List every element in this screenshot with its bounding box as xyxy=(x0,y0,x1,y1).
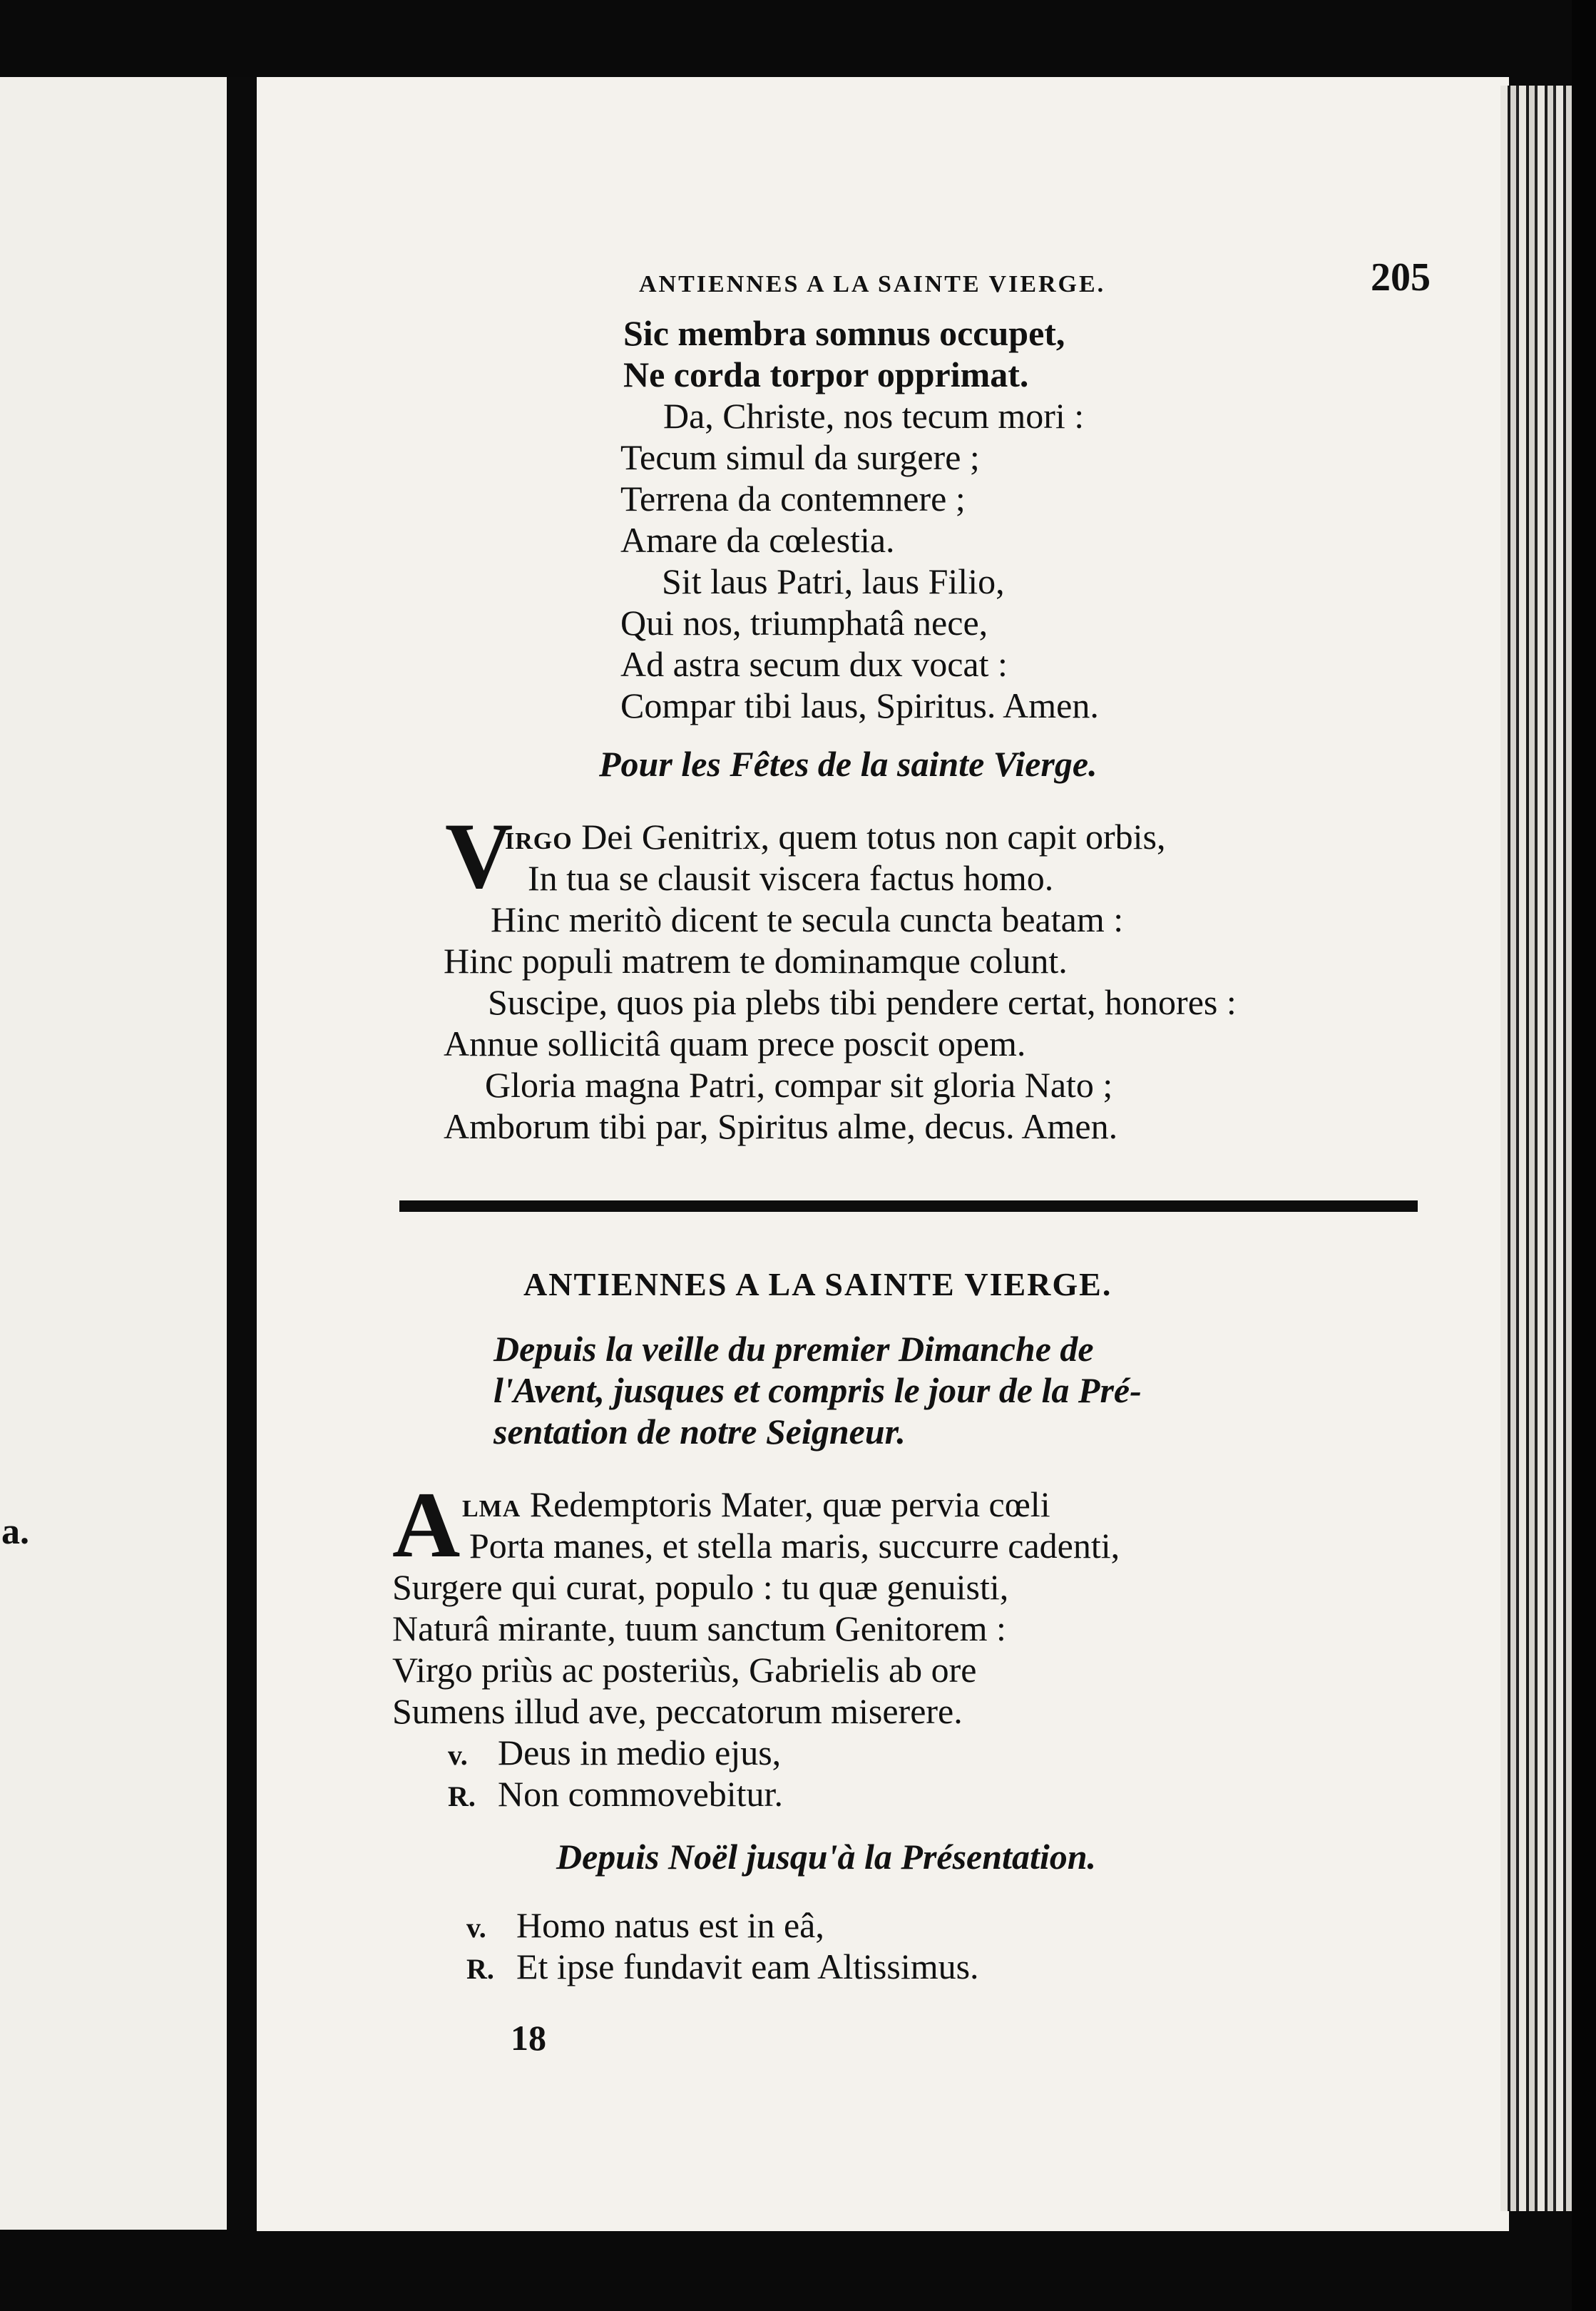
verse-line: Hinc populi matrem te dominamque colunt. xyxy=(444,941,1068,981)
hymn-line: Amare da cœlestia. xyxy=(620,520,895,560)
page-edges xyxy=(1500,86,1572,2211)
verse-line: Surgere qui curat, populo : tu quæ genuisti, xyxy=(392,1567,1009,1607)
verse-line: Dei Genitrix, quem totus non capit orbis, xyxy=(581,817,1166,857)
hymn-line: Tecum simul da surgere ; xyxy=(620,437,980,477)
facing-page-edge xyxy=(0,77,227,2230)
hymn-line: Sit laus Patri, laus Filio, xyxy=(662,561,1005,601)
versicle-text: Deus in medio ejus, xyxy=(498,1733,782,1772)
verse-line: Porta manes, et stella maris, succurre cadenti, xyxy=(469,1526,1120,1566)
page-number: 205 xyxy=(1371,255,1431,300)
hymn-line: Terrena da contemnere ; xyxy=(620,479,966,519)
versicle-mark: v. xyxy=(448,1739,468,1771)
verse-line: Virgo priùs ac posteriùs, Gabrielis ab ore xyxy=(392,1650,977,1690)
drop-cap: V xyxy=(445,803,513,908)
noel-rubric: Depuis Noël jusqu'à la Présentation. xyxy=(556,1837,1097,1877)
facing-page-fragment: a. xyxy=(1,1511,29,1552)
rubric-line: sentation de notre Seigneur. xyxy=(493,1412,906,1452)
hymn-line: Sic membra somnus occupet, xyxy=(623,313,1065,353)
verse-line: Gloria magna Patri, compar sit gloria Nato ; xyxy=(485,1065,1113,1105)
rubric-line: Depuis la veille du premier Dimanche de xyxy=(493,1329,1094,1369)
versicle-mark: v. xyxy=(466,1912,486,1944)
book-cover-edge xyxy=(1572,0,1596,2311)
feasts-rubric: Pour les Fêtes de la sainte Vierge. xyxy=(599,744,1098,784)
hymn-line: Compar tibi laus, Spiritus. Amen. xyxy=(620,685,1099,725)
verse-line: Annue sollicitâ quam prece poscit opem. xyxy=(444,1024,1026,1063)
first-word-smallcaps: LMA xyxy=(462,1496,521,1522)
first-word-smallcaps: IRGO xyxy=(505,828,573,854)
hymn-line: Qui nos, triumphatâ nece, xyxy=(620,603,988,643)
drop-cap: A xyxy=(392,1472,461,1577)
verse-line: In tua se clausit viscera factus homo. xyxy=(528,858,1054,898)
verse-line: Redemptoris Mater, quæ pervia cœli xyxy=(529,1484,1050,1524)
verse-line: Suscipe, quos pia plebs tibi pendere certat, honores : xyxy=(488,982,1237,1022)
response-mark: R. xyxy=(466,1953,494,1985)
response-mark: R. xyxy=(448,1780,476,1812)
book-gutter xyxy=(227,77,257,2230)
versicle-text: Homo natus est in eâ, xyxy=(516,1905,824,1945)
book-page xyxy=(257,77,1509,2231)
verse-line: Hinc meritò dicent te secula cuncta beatam : xyxy=(491,899,1124,939)
response-text: Non commovebitur. xyxy=(498,1774,783,1814)
hymn-line: Ne corda torpor opprimat. xyxy=(623,354,1029,394)
versicle xyxy=(448,1732,781,1776)
verse-line: Sumens illud ave, peccatorum miserere. xyxy=(392,1691,963,1731)
versicle xyxy=(466,1904,824,1949)
verse-line: Amborum tibi par, Spiritus alme, decus. Amen. xyxy=(444,1106,1118,1146)
running-head: ANTIENNES A LA SAINTE VIERGE. xyxy=(639,271,1106,297)
response xyxy=(448,1773,783,1817)
hymn-line: Ad astra secum dux vocat : xyxy=(620,644,1008,684)
section-title: ANTIENNES A LA SAINTE VIERGE. xyxy=(523,1266,1112,1302)
response xyxy=(466,1946,979,1990)
section-divider-rule xyxy=(399,1200,1418,1212)
verse-line: Naturâ mirante, tuum sanctum Genitorem : xyxy=(392,1608,1006,1648)
hymn-line: Da, Christe, nos tecum mori : xyxy=(663,396,1085,436)
signature-mark: 18 xyxy=(511,2018,546,2058)
response-text: Et ipse fundavit eam Altissimus. xyxy=(516,1947,979,1986)
rubric-line: l'Avent, jusques et compris le jour de la Pré- xyxy=(493,1370,1142,1410)
